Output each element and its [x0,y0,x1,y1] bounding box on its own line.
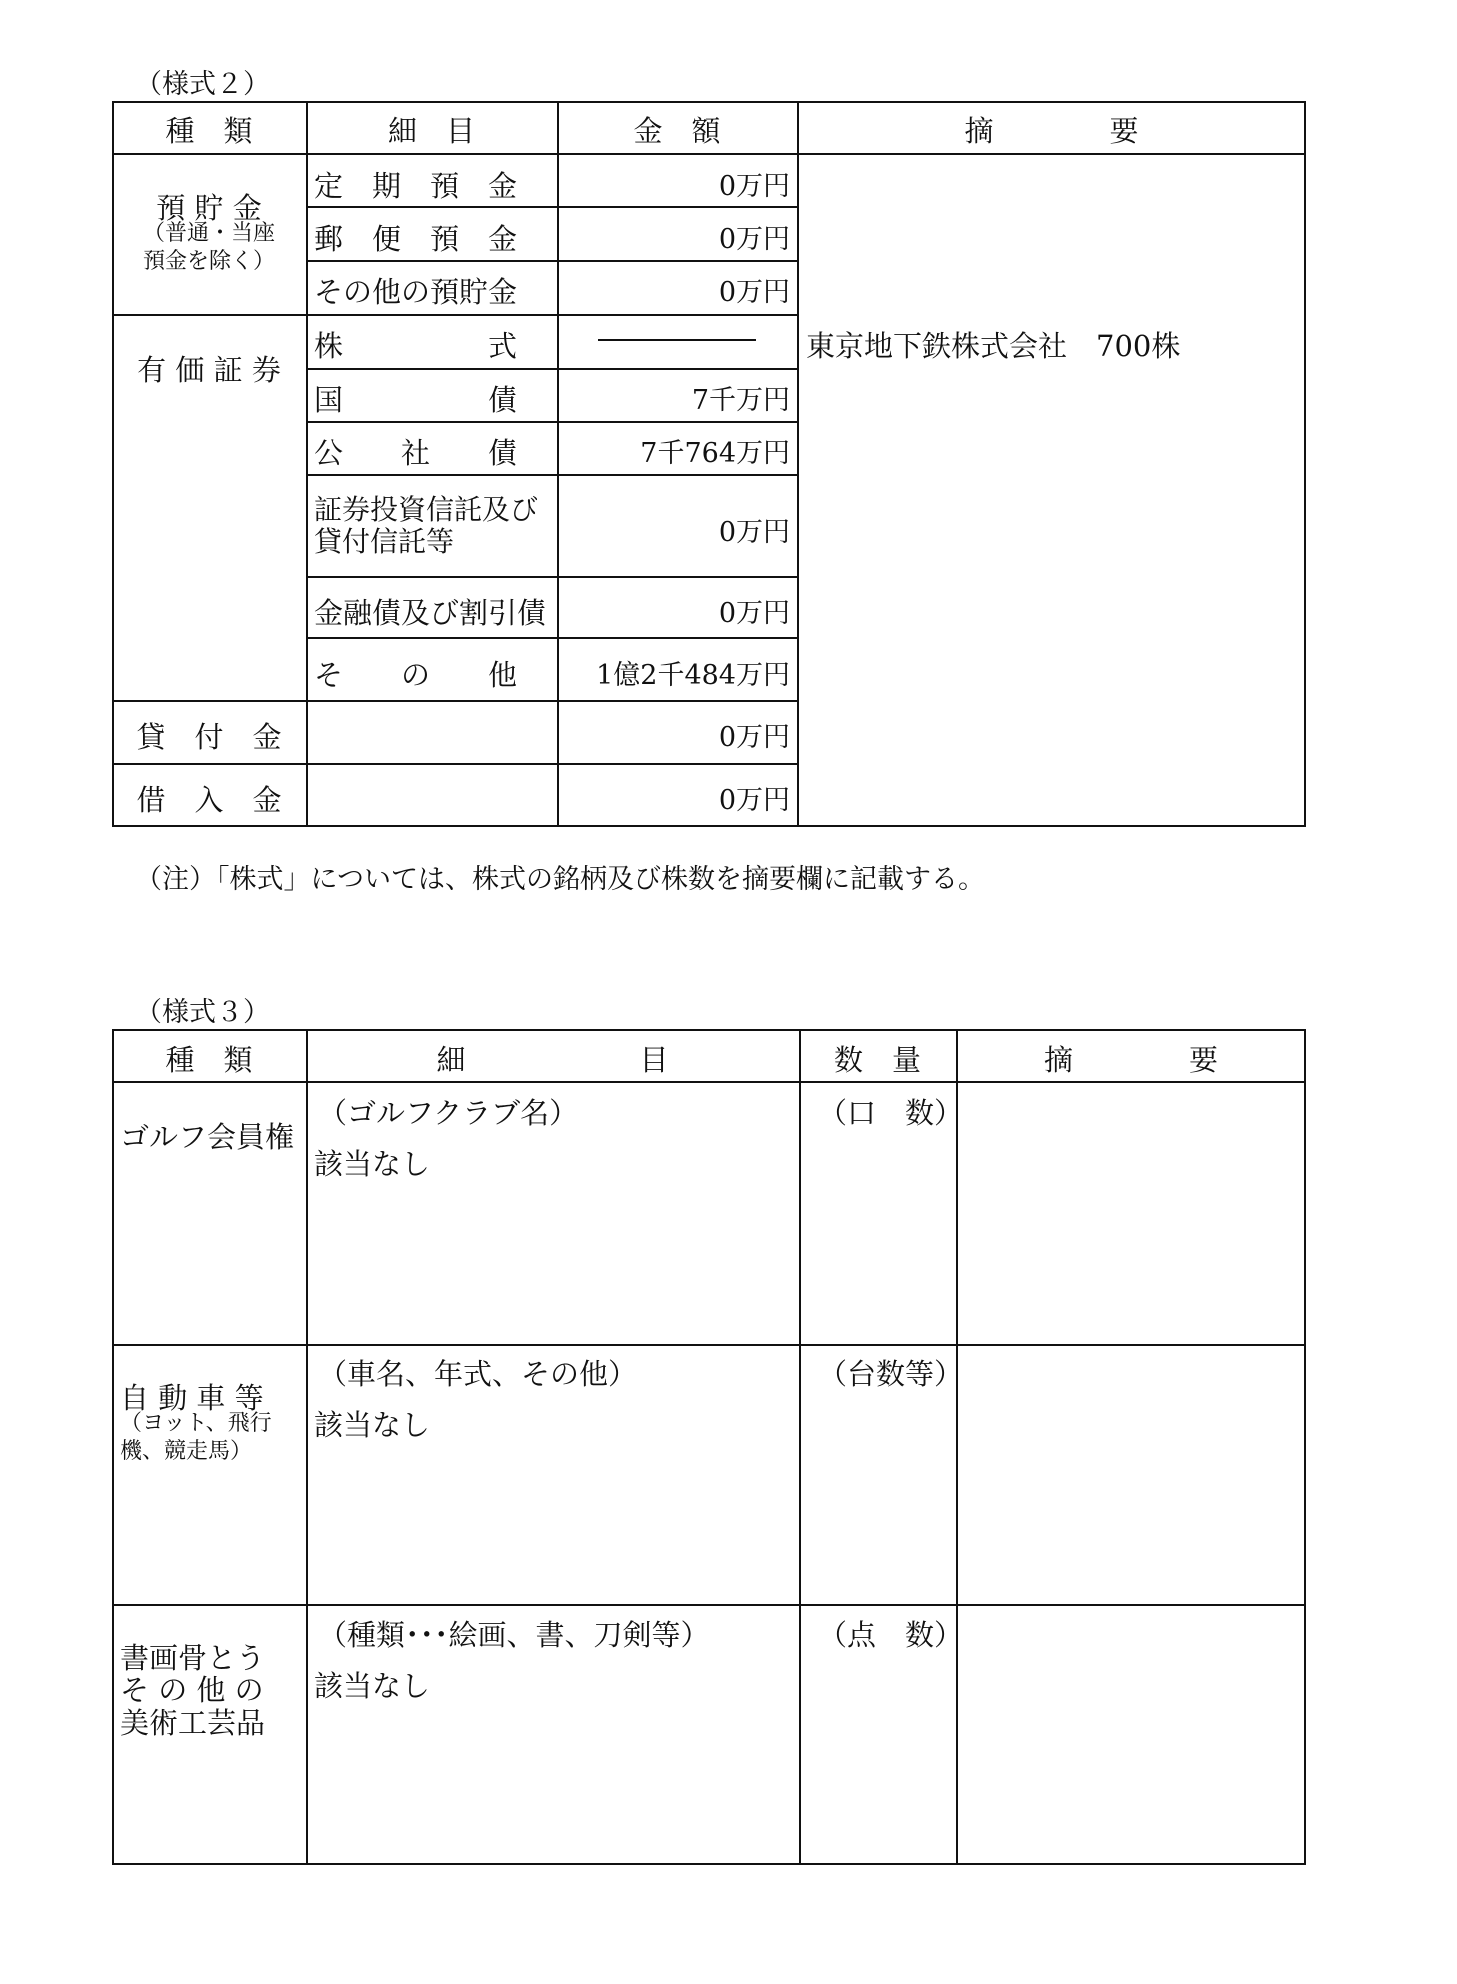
golf-quantity-head: （口 数） [818,1096,964,1130]
art-quantity-head: （点 数） [818,1618,964,1652]
form3-header-remarks: 摘 要 [1043,1043,1218,1077]
art-category-line: 書画骨とう [120,1641,266,1675]
security-item: 公 社 債 [314,436,518,470]
security-item-line: 証券投資信託及び [314,493,539,526]
deposits-sub-1: （普通・当座 [142,221,275,246]
security-amount: 0万円 [718,517,790,548]
form3-header-detail: 細 目 [436,1043,669,1077]
vehicle-detail: 該当なし [314,1408,431,1442]
form3-header-type: 種 類 [165,1043,253,1077]
art-category-line: 美術工芸品 [120,1706,266,1740]
deposit-amount: 0万円 [718,171,790,202]
form2-header-type: 種 類 [165,114,253,148]
golf-detail: 該当なし [314,1147,431,1181]
security-amount: 1億2千484万円 [596,660,790,691]
form2-label: （様式２） [135,69,270,100]
vehicle-detail-head: （車名、年式、その他） [318,1357,638,1391]
vehicle-category-sub: 機、競走馬） [120,1439,253,1464]
security-item: 金融債及び割引債 [314,596,547,630]
security-amount: 7千764万円 [640,438,790,469]
deposit-item: 定 期 預 金 [314,169,518,203]
security-item: そ の 他 [314,658,518,692]
borrowings-category: 借 入 金 [136,783,282,817]
vehicle-category: 自 動 車 等 [120,1381,264,1415]
golf-category: ゴルフ会員権 [120,1120,295,1154]
security-amount: 0万円 [718,598,790,629]
deposit-amount: 0万円 [718,224,790,255]
deposits-category: 預 貯 金 [156,191,262,225]
form2-header-remarks: 摘 要 [964,114,1139,148]
deposit-item: 郵 便 預 金 [314,222,518,256]
vehicle-category-sub: （ヨット、飛行 [120,1411,272,1436]
deposits-sub-2: 預金を除く） [142,249,275,274]
vehicle-quantity-head: （台数等） [818,1357,964,1391]
borrowings-amount: 0万円 [718,785,790,816]
loans-amount: 0万円 [718,722,790,753]
stock-amount-dash [598,339,756,341]
form3-label: （様式３） [135,997,270,1028]
loans-category: 貸 付 金 [136,720,282,754]
art-detail-head: （種類･･･絵画、書、刀剣等） [318,1618,710,1652]
golf-detail-head: （ゴルフクラブ名） [318,1096,579,1130]
deposit-item: その他の預貯金 [314,275,518,309]
securities-category: 有 価 証 券 [137,353,281,387]
security-item: 国 債 [314,383,518,417]
art-category-line: そ の 他 の [120,1673,264,1707]
security-item: 株 式 [314,329,518,363]
deposit-amount: 0万円 [718,277,790,308]
security-item-line: 貸付信託等 [314,525,455,558]
form2-remarks: 東京地下鉄株式会社 700株 [806,329,1181,363]
form3-header-quantity: 数 量 [833,1043,921,1077]
form2-header-item: 細 目 [387,114,475,148]
form2-note: （注）「株式」については、株式の銘柄及び株数を摘要欄に記載する。 [135,864,985,895]
art-detail: 該当なし [314,1669,431,1703]
form2-header-amount: 金 額 [633,114,721,148]
security-amount: 7千万円 [691,385,790,416]
